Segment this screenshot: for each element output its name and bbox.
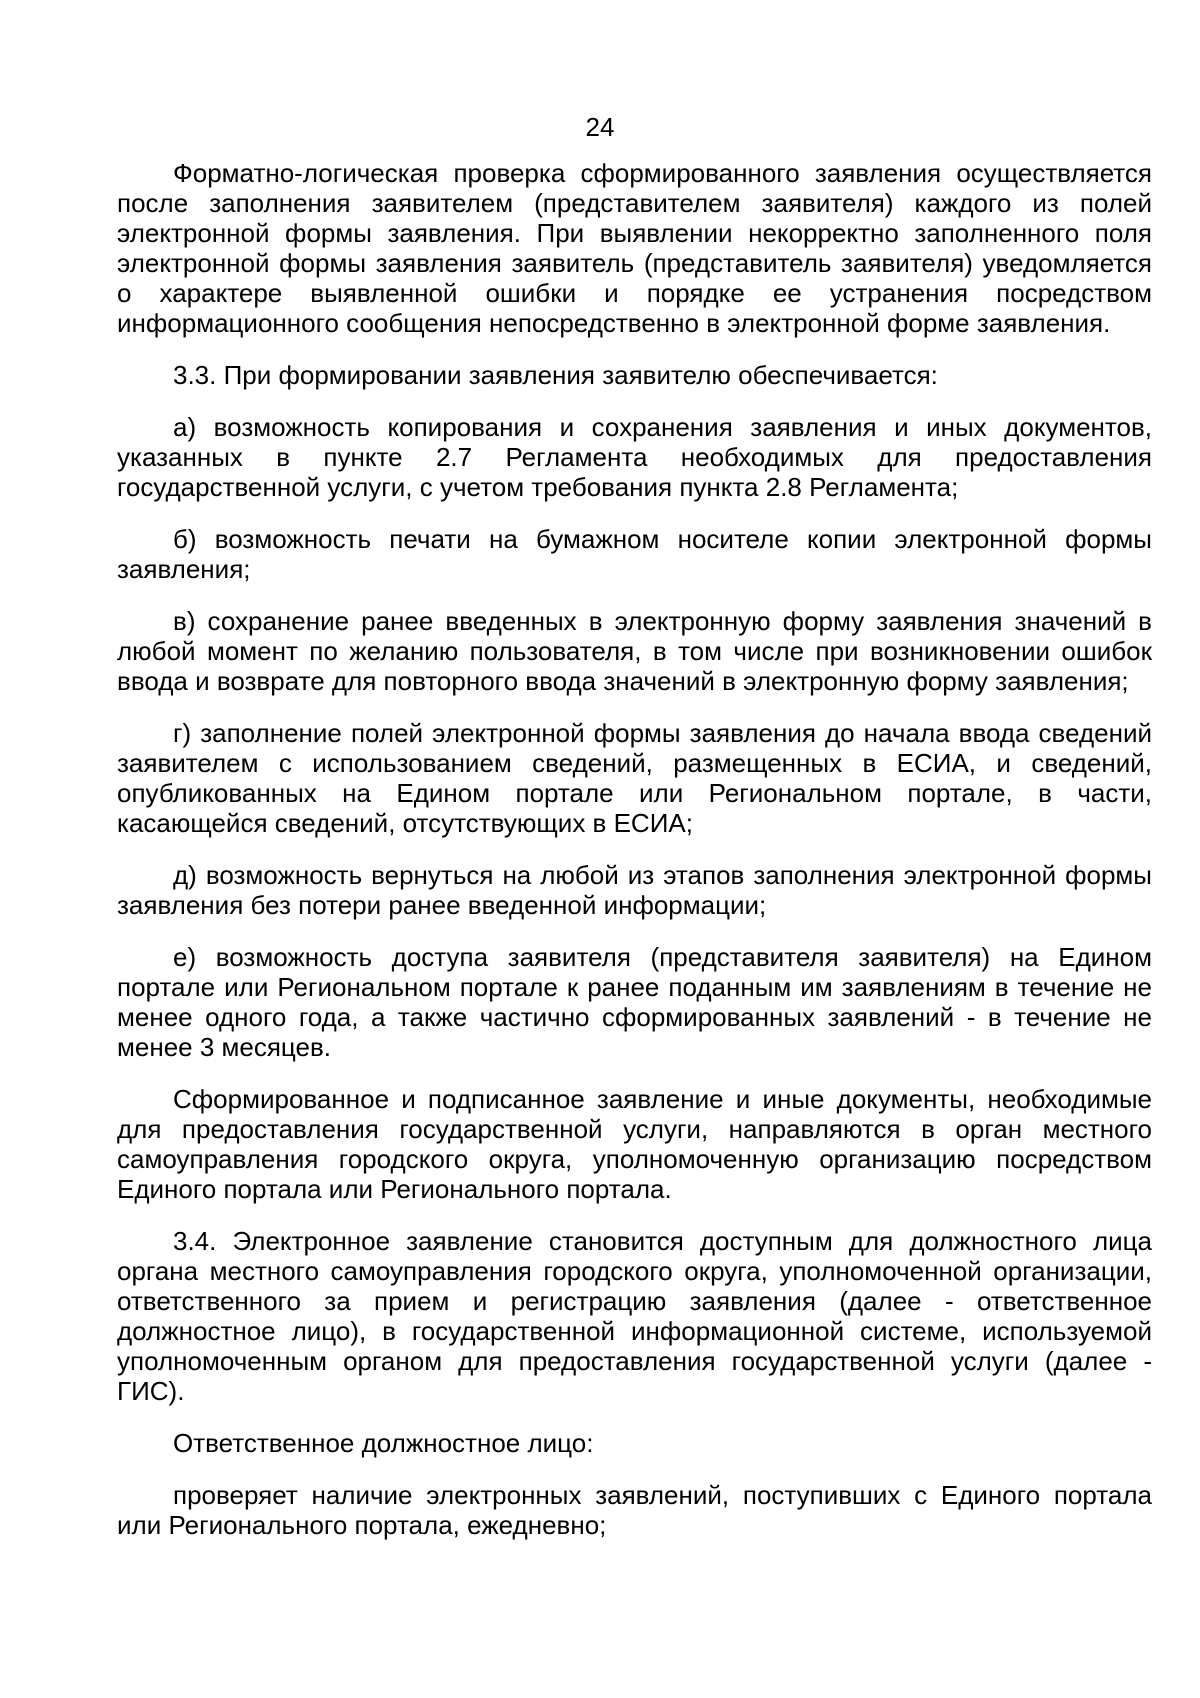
paragraph-item-g: г) заполнение полей электронной формы заявления до начала ввода сведений заявителем с использованием сведений, размещенных в ЕСИА, и сведений, опубликованных на Едином портале или Региональном портале, в части, касающейся сведений, отсутствующих в ЕСИА; <box>117 718 1152 838</box>
paragraph-item-b: б) возможность печати на бумажном носителе копии электронной формы заявления; <box>117 524 1152 584</box>
document-body <box>117 158 1152 1540</box>
paragraph-format-logic-check: Форматно-логическая проверка сформированного заявления осуществляется после заполнения заявителем (представителем заявителя) каждого из полей электронной формы заявления. При выявлении некорректно заполненного поля электронной формы заявления заявитель (представитель заявителя) уведомляется о характере выявленной ошибки и порядке ее устранения посредством информационного сообщения непосредственно в электронной форме заявления. <box>117 158 1152 338</box>
paragraph-item-d: д) возможность вернуться на любой из этапов заполнения электронной формы заявления без потери ранее введенной информации; <box>117 860 1152 920</box>
paragraph-3-3-heading: 3.3. При формировании заявления заявителю обеспечивается: <box>173 360 938 390</box>
paragraph-item-e: е) возможность доступа заявителя (представителя заявителя) на Едином портале или Региональном портале к ранее поданным им заявлениям в течение не менее одного года, а также частично сформированных заявлений - в течение не менее 3 месяцев. <box>117 942 1152 1062</box>
paragraph-signed-application: Сформированное и подписанное заявление и иные документы, необходимые для предоставления государственной услуги, направляются в орган местного самоуправления городского округа, уполномоченную организацию посредством Единого портала или Регионального портала. <box>117 1084 1152 1204</box>
paragraph-item-v: в) сохранение ранее введенных в электронную форму заявления значений в любой момент по желанию пользователя, в том числе при возникновении ошибок ввода и возврате для повторного ввода значений в электронную форму заявления; <box>117 606 1152 696</box>
paragraph-responsible-official: Ответственное должностное лицо: <box>173 1428 594 1458</box>
paragraph-item-a: а) возможность копирования и сохранения заявления и иных документов, указанных в пункте 2.7 Регламента необходимых для предоставления государственной услуги, с учетом требования пункта 2.8 Регламента; <box>117 412 1152 502</box>
paragraph-daily-check: проверяет наличие электронных заявлений, поступивших с Единого портала или Регионального портала, ежедневно; <box>117 1480 1152 1540</box>
page-number: 24 <box>585 112 615 142</box>
paragraph-3-4: 3.4. Электронное заявление становится доступным для должностного лица органа местного самоуправления городского округа, уполномоченной организации, ответственного за прием и регистрацию заявления (далее - ответственное должностное лицо), в государственной информационной системе, используемой уполномоченным органом для предоставления государственной услуги (далее - ГИС). <box>117 1226 1152 1406</box>
